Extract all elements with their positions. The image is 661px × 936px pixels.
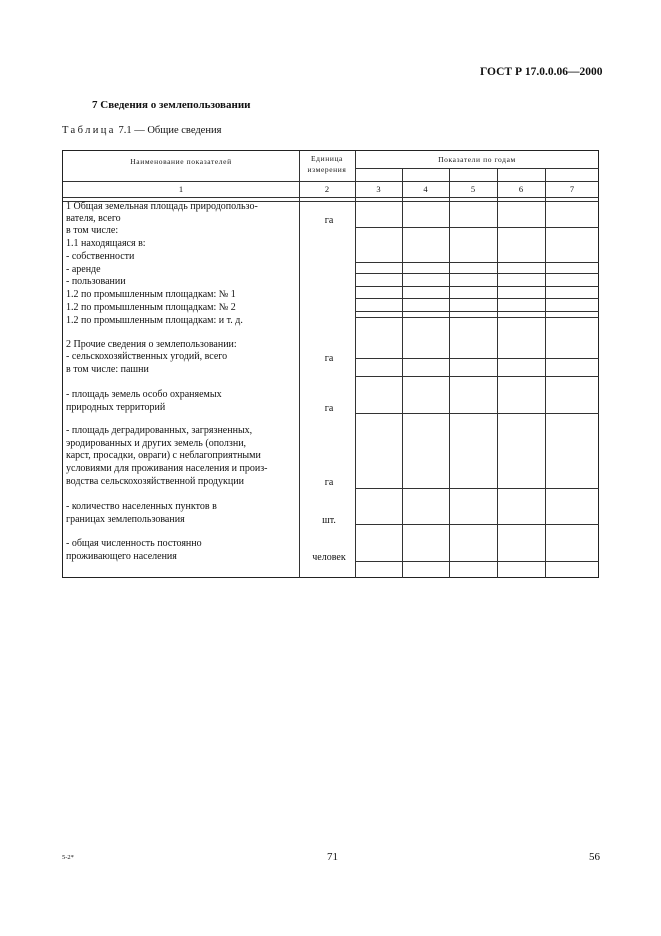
table-caption (62, 125, 221, 136)
footer-signature-mark: 5-2* (62, 854, 74, 861)
row-divider (355, 298, 599, 299)
indicator-line: 1.1 находящаяся в: (66, 238, 146, 249)
indicator-line: 2 Прочие сведения о землепользовании: (66, 339, 237, 350)
col-number: 4 (423, 184, 428, 194)
row-divider (355, 358, 599, 359)
row-divider (355, 168, 599, 169)
indicator-line: 1.2 по промышленным площадкам: и т. д. (66, 315, 243, 326)
indicator-line: в том числе: (66, 225, 119, 236)
col-number: 6 (518, 184, 524, 194)
row-divider (355, 317, 599, 318)
indicator-line: условиями для проживания населения и произ- (66, 463, 268, 474)
header-unit-line1: Единица (311, 154, 343, 163)
unit-value: человек (312, 552, 346, 563)
unit-value: га (324, 477, 334, 488)
col-number: 7 (569, 184, 575, 194)
col-number: 3 (376, 184, 381, 194)
indicator-line: - площадь деградированных, загрязненных, (66, 425, 253, 436)
row-divider (63, 181, 599, 182)
indicator-line: проживающего населения (66, 551, 177, 562)
row-divider (355, 376, 599, 377)
row-divider (355, 524, 599, 525)
indicator-line: 1 Общая земельная площадь природопользо- (66, 201, 258, 212)
col-divider (449, 168, 450, 578)
unit-value: га (324, 353, 334, 364)
row-divider (355, 311, 599, 312)
section-title: 7 Сведения о землепользовании (92, 99, 251, 111)
footer-page-number: 71 (327, 851, 338, 863)
row-divider (355, 488, 599, 489)
indicator-line: - собственности (66, 251, 135, 262)
col-number: 5 (470, 184, 476, 194)
col-number: 2 (324, 184, 330, 194)
row-divider (355, 262, 599, 263)
indicator-line: вателя, всего (66, 213, 121, 224)
indicator-line: - общая численность постоянно (66, 538, 202, 549)
unit-value: га (324, 403, 334, 414)
indicator-line: 1.2 по промышленным площадкам: № 1 (66, 289, 236, 300)
indicator-line: 1.2 по промышленным площадкам: № 2 (66, 302, 236, 313)
row-divider (355, 273, 599, 274)
row-divider (355, 413, 599, 414)
table-caption-prefix: Таблица (62, 125, 116, 136)
indicator-line: водства сельскохозяйственной продукции (66, 476, 244, 487)
indicator-line: - аренде (66, 264, 101, 275)
header-years: Показатели по годам (438, 155, 516, 164)
row-divider (355, 286, 599, 287)
table-caption-title: 7.1 — Общие сведения (115, 125, 222, 136)
indicator-line: - площадь земель особо охраняемых (66, 389, 222, 400)
indicator-line: карст, просадки, овраги) с неблагоприятными (66, 450, 261, 461)
row-divider (355, 561, 599, 562)
col-divider (497, 168, 498, 578)
row-divider (355, 227, 599, 228)
header-unit-line2: измерения (307, 165, 347, 174)
col-number: 1 (178, 184, 184, 194)
indicator-line: - сельскохозяйственных угодий, всего (66, 351, 228, 362)
indicator-line: - количество населенных пунктов в (66, 501, 217, 512)
indicator-line: - пользовании (66, 276, 126, 287)
indicator-line: природных территорий (66, 402, 166, 413)
col-divider (402, 168, 403, 578)
row-divider (63, 197, 599, 198)
unit-value: га (324, 215, 334, 226)
header-name: Наименование показателей (130, 157, 232, 166)
footer-sheet-number: 56 (589, 851, 600, 863)
document-code: ГОСТ Р 17.0.0.06—2000 (480, 66, 603, 78)
indicator-line: границах землепользования (66, 514, 185, 525)
col-divider (545, 168, 546, 578)
indicator-line: в том числе: пашни (66, 364, 149, 375)
indicator-line: эродированных и других земель (оползни, (66, 438, 247, 449)
unit-value: шт. (322, 515, 336, 526)
